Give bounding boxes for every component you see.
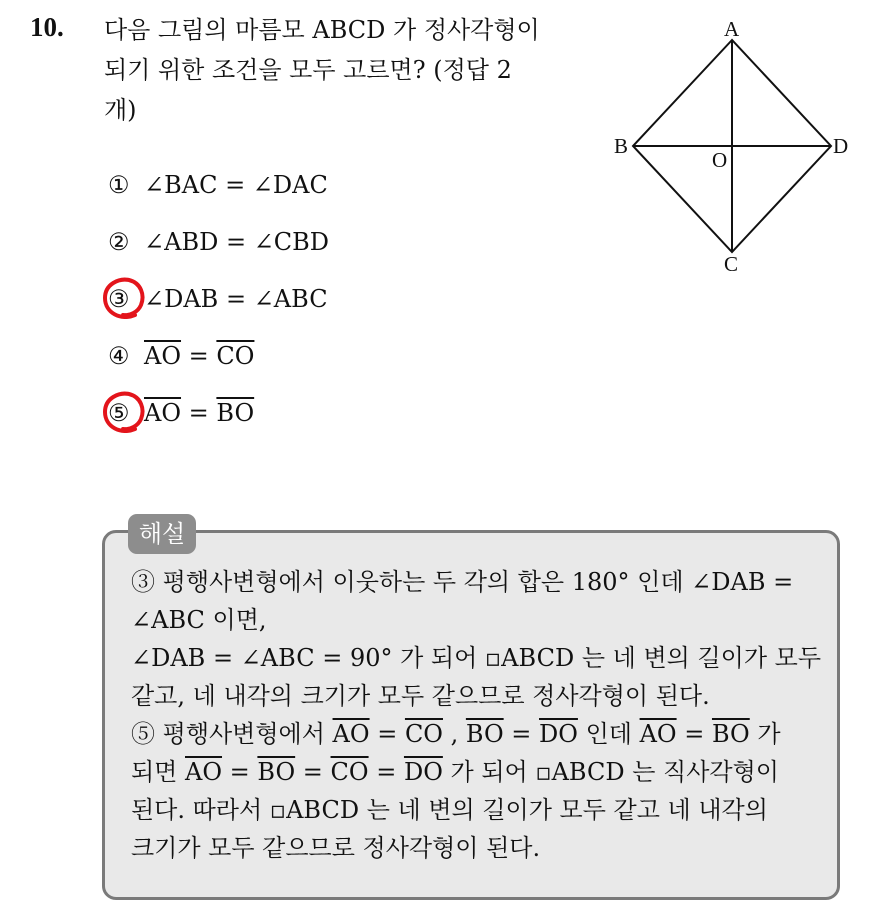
solution-text: ⑤ 평행사변형에서 — [131, 720, 333, 748]
segment: $\overline{AO}$ — [639, 720, 677, 748]
vertex-label-a: A — [724, 20, 740, 41]
equals: = — [676, 720, 712, 748]
equals: = — [368, 758, 404, 786]
choice-number: ④ — [108, 342, 130, 370]
equals: = — [503, 720, 540, 748]
question-text — [104, 10, 584, 130]
choice-number: ⑤ — [108, 399, 130, 427]
equals: = — [369, 720, 405, 748]
segment: $\overline{AO}$ — [332, 720, 370, 748]
equals: = — [181, 342, 217, 370]
question-text-line: 다음 그림의 마름모 ABCD 가 정사각형이 — [104, 16, 540, 44]
solution-line: 같고, 네 내각의 크기가 모두 같으므로 정사각형이 된다. — [131, 682, 710, 710]
choice-1[interactable] — [108, 168, 328, 202]
choice-number: ② — [108, 228, 130, 256]
vertex-label-c: C — [724, 252, 739, 276]
choice-number: ③ — [108, 285, 130, 313]
answer-circle-mark — [101, 389, 147, 435]
solution-text: 인데 — [577, 720, 640, 748]
solution-line — [131, 753, 817, 791]
segment: $\overline{CO}$ — [404, 720, 443, 748]
solution-badge: 해설 — [128, 514, 196, 554]
segment: $\overline{DO}$ — [539, 720, 578, 748]
choice-2[interactable] — [108, 225, 329, 259]
segment: $\overline{BO}$ — [711, 720, 750, 748]
choice-text: ∠ABD = ∠CBD — [144, 228, 330, 256]
separator: , — [442, 720, 466, 748]
solution-line: ③ 평행사변형에서 이웃하는 두 각의 합은 180° 인데 ∠DAB = — [131, 568, 794, 596]
vertex-label-d: D — [833, 134, 849, 158]
solution-line: ∠ABC 이면, — [131, 606, 267, 634]
segment: $\overline{CO}$ — [330, 758, 369, 786]
solution-line: ∠DAB = ∠ABC = 90° 가 되어 ▫ABCD 는 네 변의 길이가 모두 — [131, 644, 822, 672]
segment: $\overline{CO}$ — [216, 342, 255, 370]
segment: $\overline{AO}$ — [185, 758, 223, 786]
solution-line: 크기가 모두 같으므로 정사각형이 된다. — [131, 834, 541, 862]
equals: = — [181, 399, 217, 427]
solution-line — [131, 715, 817, 753]
center-label-o: O — [712, 148, 728, 172]
segment: $\overline{DO}$ — [403, 758, 443, 786]
choice-text: ∠BAC = ∠DAC — [144, 171, 328, 199]
equals: = — [295, 758, 331, 786]
answer-circle-mark — [101, 275, 147, 321]
choice-text: ∠DAB = ∠ABC — [144, 285, 328, 313]
solution-line: 된다. 따라서 ▫ABCD 는 네 변의 길이가 모두 같고 네 내각의 — [131, 796, 768, 824]
question-text-line: 개) — [104, 96, 137, 124]
segment: $\overline{BO}$ — [465, 720, 504, 748]
solution-box — [102, 530, 840, 900]
rhombus-diagram — [600, 20, 870, 280]
solution-text: 가 되어 ▫ABCD 는 직사각형이 — [442, 758, 779, 786]
segment: $\overline{BO}$ — [257, 758, 296, 786]
solution-text: 가 — [749, 720, 781, 748]
question-text-line: 되기 위한 조건을 모두 고르면? (정답 2 — [104, 56, 512, 84]
solution-text: 되면 — [131, 758, 185, 786]
choice-number: ① — [108, 171, 130, 199]
equals: = — [222, 758, 258, 786]
segment: $\overline{AO}$ — [144, 399, 182, 427]
choice-4[interactable] — [108, 339, 254, 373]
vertex-label-b: B — [614, 134, 629, 158]
question-number: 10. — [30, 12, 64, 42]
segment: $\overline{BO}$ — [216, 399, 255, 427]
segment: $\overline{AO}$ — [144, 342, 182, 370]
